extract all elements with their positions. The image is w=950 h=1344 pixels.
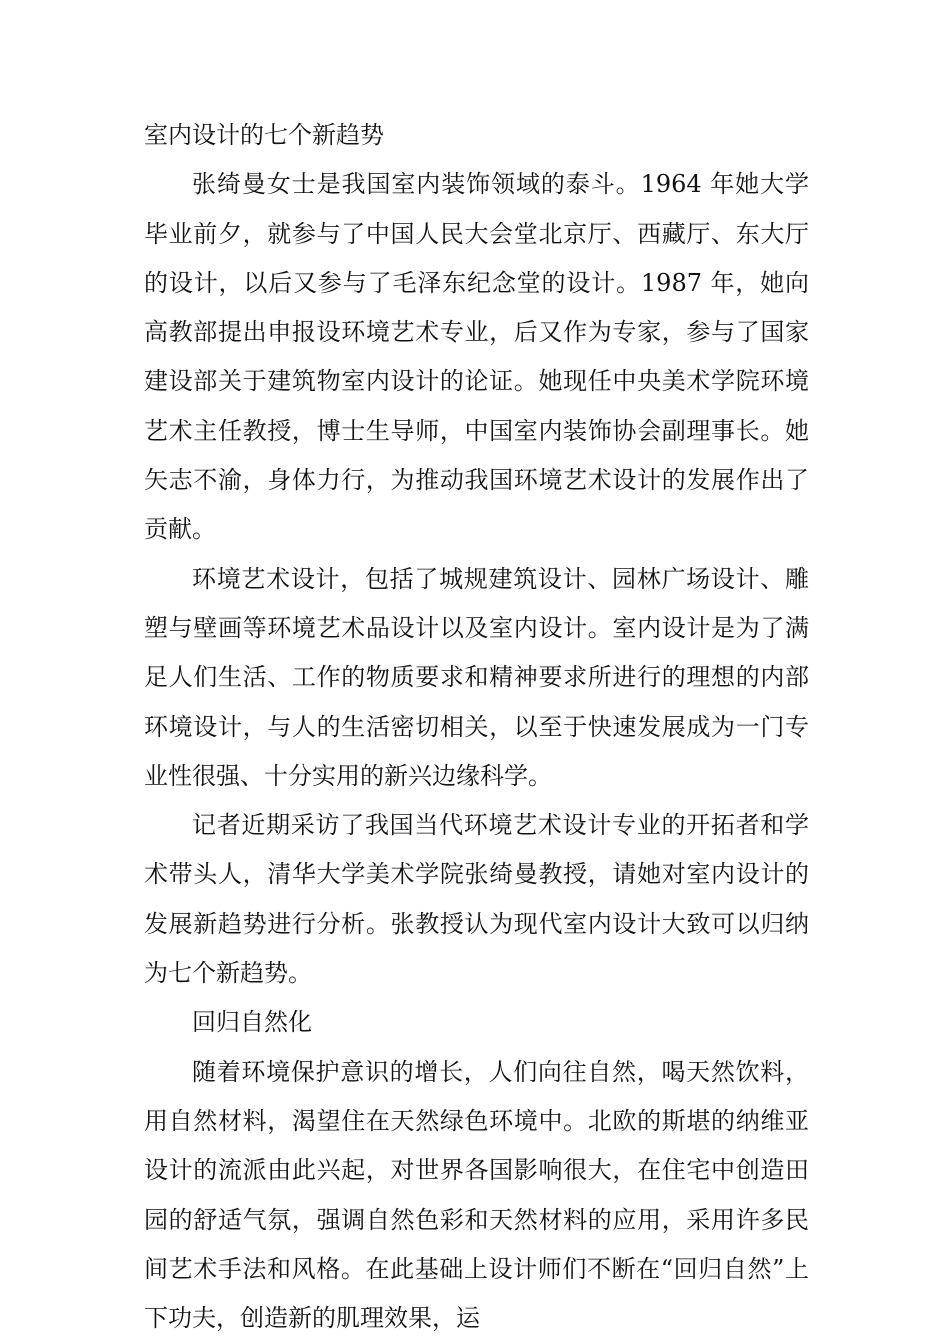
paragraph-intro: 张绮曼女士是我国室内装饰领域的泰斗。1964 年她大学毕业前夕，就参与了中国人民大会堂北京厅、西藏厅、东大厅的设计，以后又参与了毛泽东纪念堂的设计。1987 年，她向高教部提出申报设环境艺术专业，后又作为专家，参与了国家建设部关于建筑物室内设计的论证。她现任中央美术学院环境艺术主任教授，博士生导师，中国室内装饰协会副理事长。她矢志不渝，身体力行，为推动我国环境艺术设计的发展作出了贡献。 xyxy=(144,170,809,544)
document-body xyxy=(144,111,809,1343)
paragraph-environment-design: 环境艺术设计，包括了城规建筑设计、园林广场设计、雕塑与壁画等环境艺术品设计以及室内设计。室内设计是为了满足人们生活、工作的物质要求和精神要求所进行的理想的内部环境设计，与人的生活密切相关，以至于快速发展成为一门专业性很强、十分实用的新兴边缘科学。 xyxy=(144,564,809,790)
document-title: 室内设计的七个新趋势 xyxy=(144,121,384,149)
section-heading: 回归自然化 xyxy=(192,1008,312,1037)
paragraph-interview: 记者近期采访了我国当代环境艺术设计专业的开拓者和学术带头人，清华大学美术学院张绮曼教授，请她对室内设计的发展新趋势进行分析。张教授认为现代室内设计大致可以归纳为七个新趋势。 xyxy=(144,811,809,988)
paragraph-return-to-nature: 随着环境保护意识的增长，人们向往自然，喝天然饮料，用自然材料，渴望住在天然绿色环境中。北欧的斯堪的纳维亚设计的流派由此兴起，对世界各国影响很大，在住宅中创造田园的舒适气氛，强调自然色彩和天然材料的应用，采用许多民间艺术手法和风格。在此基础上设计师们不断在“回归自然”上下功夫，创造新的肌理效果，运 xyxy=(144,1057,809,1333)
